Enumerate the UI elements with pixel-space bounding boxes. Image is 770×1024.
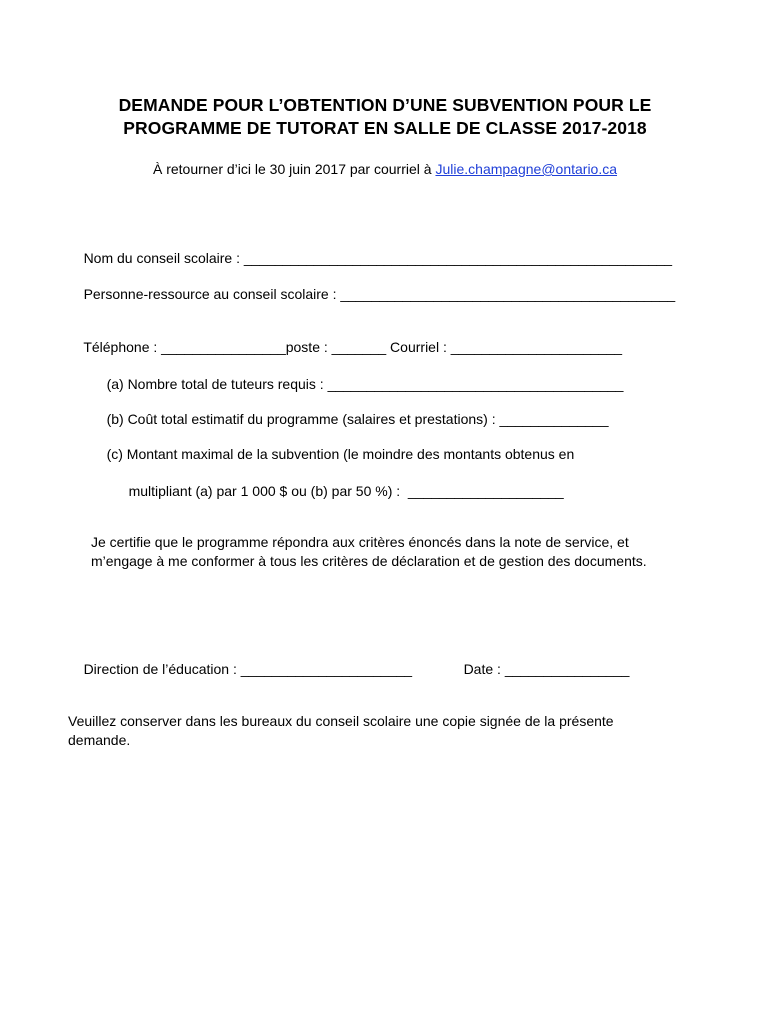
director-label: Direction de l’éducation : [83, 661, 241, 677]
return-instructions [40, 160, 730, 178]
date-field[interactable]: ________________ [504, 661, 630, 677]
contact-label: Personne-ressource au conseil scolaire : [83, 286, 341, 302]
director-signature-field[interactable]: ______________________ [240, 661, 413, 677]
date-row [448, 642, 629, 696]
contact-row [68, 267, 675, 321]
return-text: À retourner d’ici le 30 juin 2017 par courriel à [152, 161, 436, 177]
certification-line-1: Je certifie que le programme répondra aux critères énoncés dans la note de service, et [91, 534, 629, 550]
contact-field[interactable]: ___________________________________________ [340, 286, 676, 302]
max-grant-field[interactable]: ____________________ [407, 483, 564, 499]
item-b-label: (b) Coût total estimatif du programme (salaires et prestations) : [106, 411, 500, 427]
tutor-count-field[interactable]: ______________________________________ [327, 376, 624, 392]
board-name-field[interactable]: _______________________________________________________ [243, 250, 673, 266]
retention-note [68, 712, 614, 750]
director-row [68, 642, 412, 696]
email-field[interactable]: ______________________ [450, 339, 623, 355]
document-title [40, 94, 730, 140]
certification-statement [91, 533, 647, 571]
phone-label: Téléphone : [83, 339, 162, 355]
extension-field[interactable]: _______ [331, 339, 387, 355]
item-c-continuation-row [113, 464, 564, 518]
item-c-label: (c) Montant maximal de la subvention (le moindre des montants obtenus en [106, 446, 575, 462]
item-c-continuation-label: multipliant (a) par 1 000 $ ou (b) par 50 %) : [128, 483, 408, 499]
return-email-link[interactable]: Julie.champagne@ontario.ca [435, 161, 618, 177]
program-cost-field[interactable]: ______________ [499, 411, 609, 427]
extension-label: poste : [285, 339, 332, 355]
date-label: Date : [463, 661, 505, 677]
item-a-label: (a) Nombre total de tuteurs requis : [106, 376, 328, 392]
retention-note-line-1: Veuillez conserver dans les bureaux du conseil scolaire une copie signée de la présente [68, 713, 614, 729]
phone-field[interactable]: ________________ [161, 339, 286, 355]
certification-line-2: m’engage à me conformer à tous les critères de déclaration et de gestion des documents. [91, 553, 647, 569]
title-line-2: PROGRAMME DE TUTORAT EN SALLE DE CLASSE 2017-2018 [123, 118, 647, 138]
retention-note-line-2: demande. [68, 732, 131, 748]
email-label: Courriel : [386, 339, 451, 355]
title-line-1: DEMANDE POUR L’OBTENTION D’UNE SUBVENTION POUR LE [118, 95, 652, 115]
board-name-label: Nom du conseil scolaire : [83, 250, 244, 266]
